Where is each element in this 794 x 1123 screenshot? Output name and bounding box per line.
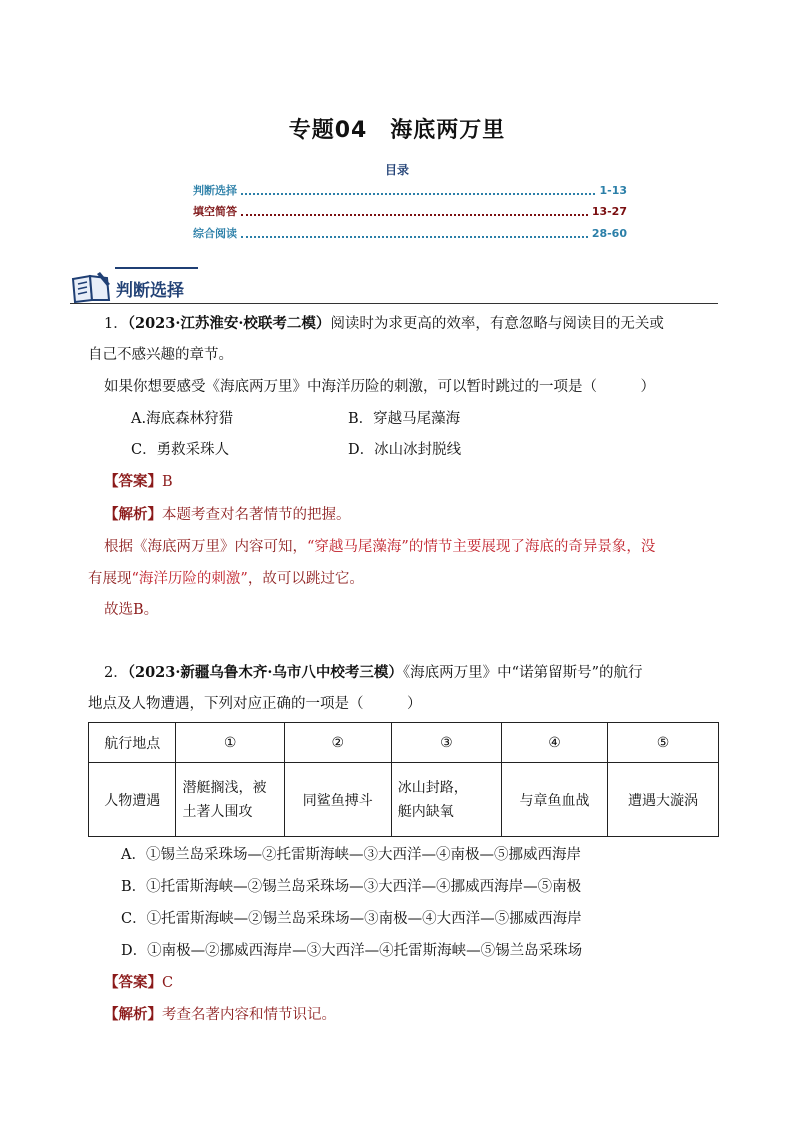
cell-line: 冰山封路， [397,779,468,796]
section-title: 判断选择 [116,281,184,301]
table-cell: ① [176,723,284,763]
q2-number: 2． [104,665,128,681]
detail-text: ，故可以跳过它。 [247,571,364,587]
q2-stem-line1 [104,662,643,684]
answer-value: C [162,975,174,991]
analysis-text: 考查名著内容和情节识记。 [162,1007,336,1023]
q2-stem-a: 《海底两万里》中“诺第留斯号”的航行 [402,665,643,681]
toc-item-label: 填空简答 [193,205,237,218]
q2-option-b: B．①托雷斯海峡—②锡兰岛采珠场—③大西洋—④挪威西海岸—⑤南极 [121,879,582,895]
detail-text: 根据《海底两万里》内容可知， [104,539,307,555]
q1-detail-line1 [104,536,655,558]
toc-leader [241,206,588,216]
q2-option-c: C．①托雷斯海峡—②锡兰岛采珠场—③南极—④大西洋—⑤挪威西海岸 [121,911,582,927]
q1-option-c: C．勇救采珠人 [131,442,230,458]
table-row [89,763,719,837]
q1-analysis [104,504,351,526]
answer-label: 【答案】 [104,473,162,490]
q1-stem-a: 阅读时为求更高的效率，有意忽略与阅读目的无关或 [330,316,664,332]
section-divider [70,303,718,304]
toc-item-label: 判断选择 [193,184,237,197]
cell-line: 艇内缺氧 [397,803,454,820]
toc-leader [241,228,588,238]
q1-answer [104,471,173,493]
q1-stem-line2: 自己不感兴趣的章节。 [88,347,233,363]
toc-item-pages: 13-27 [591,204,627,218]
q1-source: （2023·江苏淮安·校联考二模） [127,315,331,332]
q1-stem-line1 [104,313,664,335]
table-cell: 航行地点 [89,723,176,763]
q1-option-b: B．穿越马尾藻海 [348,411,461,427]
detail-text: 有展现 [88,571,132,587]
toc-item-pages: 1-13 [599,183,627,197]
toc-item-pages: 28-60 [591,226,627,240]
cell-line: 潜艇搁浅，被 [182,779,267,796]
table-cell: 同鲨鱼搏斗 [284,763,391,837]
toc-heading: 目录 [384,163,409,177]
analysis-label: 【解析】 [104,1006,162,1023]
q2-source: （2023·新疆乌鲁木齐·乌市八中校考三模） [127,664,403,681]
table-cell: 人物遭遇 [89,763,176,837]
table-cell: ⑤ [608,723,719,763]
table-cell: ④ [502,723,608,763]
toc-item-1[interactable] [193,182,627,198]
q1-stem-line3: 如果你想要感受《海底两万里》中海洋历险的刺激，可以暂时跳过的一项是（ ） [104,379,655,395]
analysis-text: 本题考查对名著情节的把握。 [162,507,351,523]
q2-option-a: A．①锡兰岛采珠场—②托雷斯海峡—③大西洋—④南极—⑤挪威西海岸 [121,847,581,863]
q2-table [88,722,719,837]
table-cell: ② [284,723,391,763]
table-cell [176,763,284,837]
q2-analysis [104,1004,336,1026]
table-cell: 与章鱼血战 [502,763,608,837]
page-title: 专题04 海底两万里 [288,118,506,143]
table-cell: 遭遇大漩涡 [608,763,719,837]
table-cell: ③ [391,723,501,763]
analysis-label: 【解析】 [104,506,162,523]
q1-option-a: A.海底森林狩猎 [131,411,234,427]
answer-value: B [162,474,173,490]
toc-item-2[interactable] [193,203,627,219]
q2-stem-line2: 地点及人物遭遇，下列对应正确的一项是（ ） [88,696,422,712]
q1-conclusion: 故选B。 [104,602,159,618]
q2-answer [104,972,173,994]
q1-option-d: D．冰山冰封脱线 [348,442,462,458]
detail-highlight: “穿越马尾藻海”的情节主要展现了海底的奇异景象，没 [307,539,656,555]
cell-line: 土著人围攻 [182,803,253,820]
q2-option-d: D．①南极—②挪威西海岸—③大西洋—④托雷斯海峡—⑤锡兰岛采珠场 [121,943,583,959]
toc-leader [241,185,595,195]
toc-item-3[interactable] [193,225,627,241]
answer-label: 【答案】 [104,974,162,991]
table-row [89,723,719,763]
q1-detail-line2 [88,568,364,590]
q1-number: 1． [104,316,128,332]
section-title-bar [115,267,198,269]
table-cell [391,763,501,837]
book-icon [70,270,114,304]
detail-highlight: “海洋历险的刺激” [131,571,248,587]
toc-item-label: 综合阅读 [193,227,237,240]
